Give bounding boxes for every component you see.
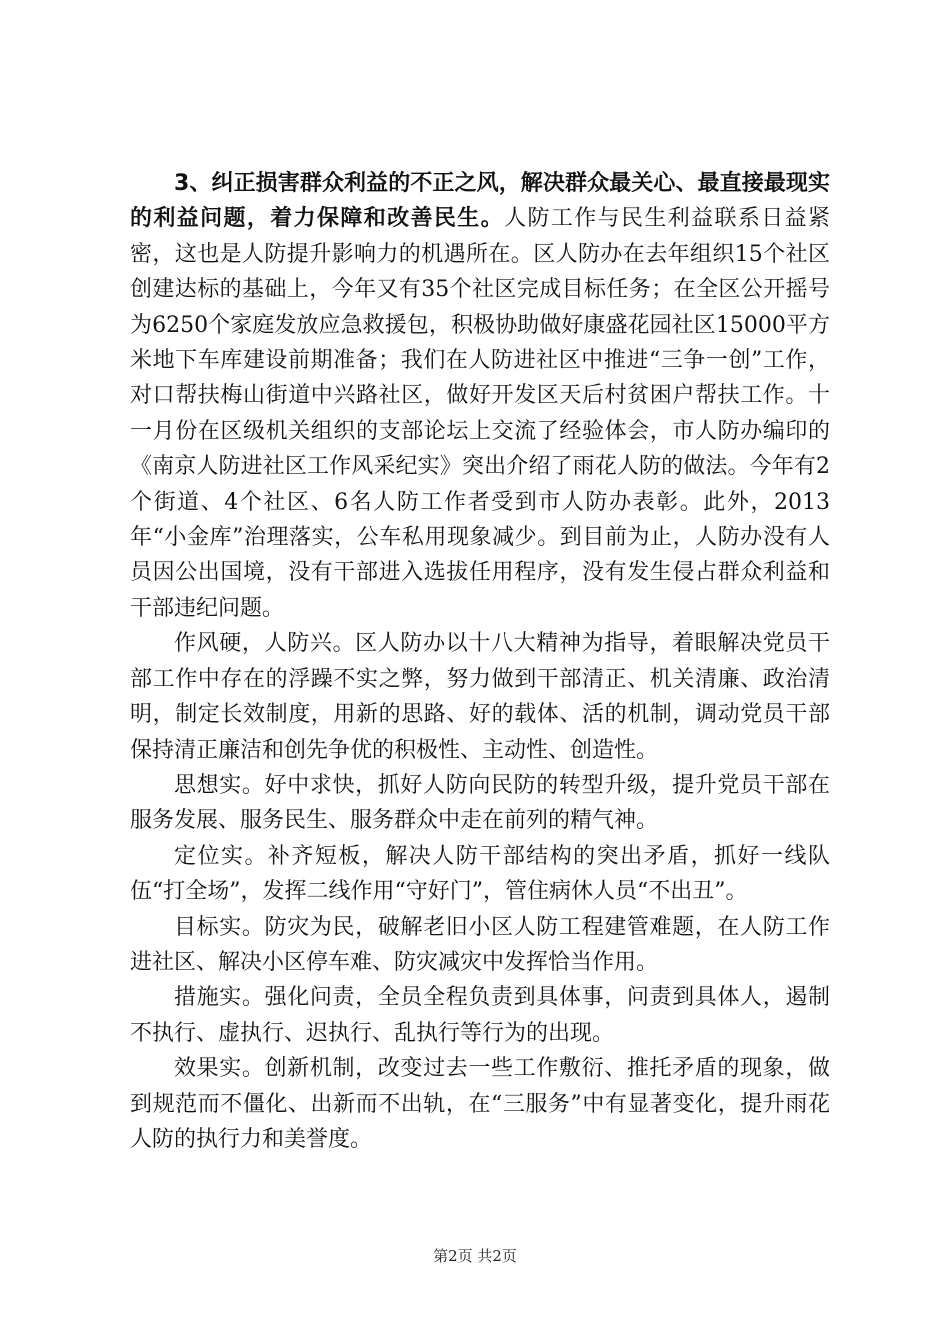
paragraph-results: 效果实。创新机制，改变过去一些工作敷衍、推托矛盾的现象，做到规范而不僵化、出新而不出轨，在“三服务”中有显著变化，提升雨花人防的执行力和美誉度。	[130, 1056, 830, 1152]
paragraph-work-style: 作风硬，人防兴。区人防办以十八大精神为指导，着眼解决党员干部工作中存在的浮躁不实之弊，努力做到干部清正、机关清廉、政治清明，制定长效制度，用新的思路、好的载体、活的机制，调动党员干部保持清正廉洁和创先争优的积极性、主动性、创造性。	[130, 631, 830, 763]
page-footer	[0, 1246, 950, 1266]
page-number-label: 第2页 共2页	[433, 1247, 517, 1265]
document-body	[130, 166, 830, 1157]
paragraph-measures: 措施实。强化问责，全员全程负责到具体事，问责到具体人，遏制不执行、虚执行、迟执行、乱执行等行为的出现。	[130, 985, 830, 1046]
paragraph-lead-heading: 3、纠正损害群众利益的不正之风，解决群众最关心、最直接最现实的利益问题，着力保障和改善民生。	[130, 171, 830, 232]
paragraph-text: 人防工作与民生利益联系日益紧密，这也是人防提升影响力的机遇所在。区人防办在去年组织15个社区创建达标的基础上，今年又有35个社区完成目标任务；在全区公开摇号为6250个家庭发放应急救援包，积极协助做好康盛花园社区15000平方米地下车库建设前期准备；我们在人防进社区中推进“三争一创”工作，对口帮扶梅山街道中兴路社区，做好开发区天后村贫困户帮扶工作。十一月份在区级机关组织的支部论坛上交流了经验体会，市人防办编印的《南京人防进社区工作风采纪实》突出介绍了雨花人防的做法。今年有2个街道、4个社区、6名人防工作者受到市人防办表彰。此外，2013年“小金库”治理落实，公车私用现象减少。到目前为止，人防办没有人员因公出国境，没有干部进入选拔任用程序，没有发生侵占群众利益和干部违纪问题。	[130, 206, 830, 621]
paragraph-civil-welfare	[130, 166, 830, 626]
paragraph-positioning: 定位实。补齐短板，解决人防干部结构的突出矛盾，抓好一线队伍“打全场”，发挥二线作用“守好门”，管住病休人员“不出丑”。	[130, 843, 830, 905]
paragraph-goals: 目标实。防灾为民，破解老旧小区人防工程建管难题，在人防工作进社区、解决小区停车难、防灾减灾中发挥恰当作用。	[130, 914, 830, 975]
paragraph-thought: 思想实。好中求快，抓好人防向民防的转型升级，提升党员干部在服务发展、服务民生、服务群众中走在前列的精气神。	[130, 772, 830, 834]
